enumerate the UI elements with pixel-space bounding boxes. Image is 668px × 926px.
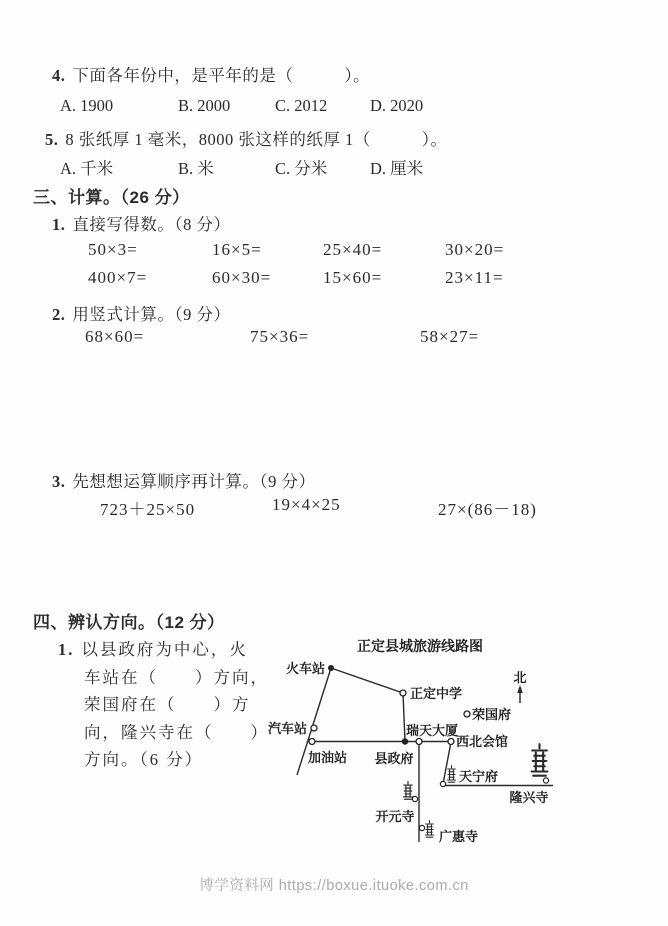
question-4-text: 下面各年份中，是平年的是（ ）。 [72, 66, 371, 85]
question-5-text: 8 张纸厚 1 毫米，8000 张这样的纸厚 1（ ）。 [65, 130, 448, 149]
direction-question-number: 1. [58, 640, 75, 659]
node-county-government [402, 738, 408, 744]
equation: 15×60= [323, 268, 383, 287]
direction-question-line: 方向。（6 分） [84, 750, 204, 769]
equation: 23×11= [445, 268, 504, 287]
oral-calc-row-2 [0, 268, 668, 290]
direction-question-line: 荣国府在（ ）方 [84, 695, 251, 714]
node-gas-station [309, 739, 315, 745]
pagoda-icon-kaiyuan-temple [404, 782, 413, 800]
label-train-station: 火车站 [285, 661, 325, 676]
equation: 27×(86－18) [438, 500, 537, 519]
equation: 25×40= [323, 240, 383, 259]
question-5-number: 5. [45, 130, 59, 149]
direction-question-line: 车站在（ ）方向， [84, 667, 269, 687]
q4-option-b: B. 2000 [178, 96, 231, 115]
node-longxing-temple [543, 778, 548, 783]
direction-question-line: 向，隆兴寺在（ ） [84, 722, 269, 742]
question-4-options [0, 96, 668, 118]
node-guanghui-temple [419, 825, 424, 830]
sub1-title: 直接写得数。（8 分） [72, 215, 231, 234]
direction-question-text: 以县政府为中心，火 [81, 640, 248, 659]
node-middle-school [400, 690, 406, 696]
label-tianningfu: 天宁府 [459, 769, 499, 784]
pagoda-icon-tianningfu [447, 766, 455, 783]
label-county-government: 县政府 [374, 751, 414, 766]
equation: 400×7= [88, 268, 148, 287]
q4-option-c: C. 2012 [275, 96, 328, 115]
equation: 19×4×25 [272, 495, 341, 514]
label-rongguofu: 荣国府 [472, 707, 512, 722]
sub1-heading [52, 211, 231, 235]
question-5 [45, 126, 448, 150]
label-xibei-guildhall: 西北会馆 [456, 734, 509, 749]
node-bus-station [311, 725, 317, 731]
question-5-options [0, 155, 668, 177]
question-4-number: 4. [52, 66, 66, 85]
equation: 16×5= [212, 240, 262, 259]
sub3-heading [52, 468, 316, 492]
equation: 60×30= [212, 268, 272, 287]
equation: 58×27= [420, 327, 480, 346]
vertical-calc-row [0, 327, 668, 349]
north-label: 北 [513, 670, 527, 685]
sub2-heading [52, 301, 231, 325]
equation: 75×36= [250, 327, 310, 346]
q5-option-c: C. 分米 [275, 159, 328, 178]
q4-option-a: A. 1900 [60, 96, 114, 115]
q5-option-b: B. 米 [178, 159, 214, 178]
node-kaiyuan-temple [412, 796, 417, 801]
sub3-title: 先想想运算顺序再计算。（9 分） [72, 472, 316, 491]
node-rongguofu [464, 711, 470, 717]
sub3-number: 3. [52, 472, 66, 491]
map-title: 正定县城旅游线路图 [357, 638, 483, 654]
pagoda-icon-longxing-temple [532, 744, 548, 776]
label-longxing-temple: 隆兴寺 [509, 790, 549, 805]
equation: 68×60= [85, 327, 145, 346]
node-xibei-guildhall [448, 739, 454, 745]
label-kaiyuan-temple: 开元寺 [375, 809, 415, 824]
equation: 723＋25×50 [100, 500, 196, 519]
section-three-heading: 三、计算。（26 分） [33, 188, 190, 207]
label-ruitian-building: 瑞天大厦 [405, 723, 459, 738]
footer-watermark: 博学资料网 https://boxue.ituoke.com.cn [199, 878, 469, 894]
equation: 50×3= [88, 240, 138, 259]
label-gas-station: 加油站 [308, 750, 348, 765]
node-ruitian-building [416, 739, 422, 745]
mixed-calc-row [0, 495, 668, 517]
node-train-station [328, 665, 334, 671]
direction-question-line [58, 636, 268, 664]
sub2-number: 2. [52, 305, 66, 324]
sub1-number: 1. [52, 215, 66, 234]
question-4 [52, 62, 370, 86]
q5-option-d: D. 厘米 [370, 159, 424, 178]
section-four-heading: 四、辨认方向。（12 分） [33, 613, 225, 632]
label-middle-school: 正定中学 [410, 686, 463, 701]
node-tianningfu [440, 781, 445, 786]
zhengding-tourist-map [262, 635, 562, 865]
label-bus-station: 汽车站 [267, 721, 307, 736]
q5-option-a: A. 千米 [60, 159, 114, 178]
equation: 30×20= [445, 240, 505, 259]
road [331, 668, 403, 693]
road [403, 693, 405, 742]
oral-calc-row-1 [0, 240, 668, 262]
pagoda-icon-guanghui-temple [425, 821, 433, 838]
north-arrow-icon [517, 685, 523, 703]
label-guanghui-temple: 广惠寺 [439, 829, 479, 844]
direction-question [58, 636, 268, 774]
sub2-title: 用竖式计算。（9 分） [72, 305, 231, 324]
q4-option-d: D. 2020 [370, 96, 424, 115]
